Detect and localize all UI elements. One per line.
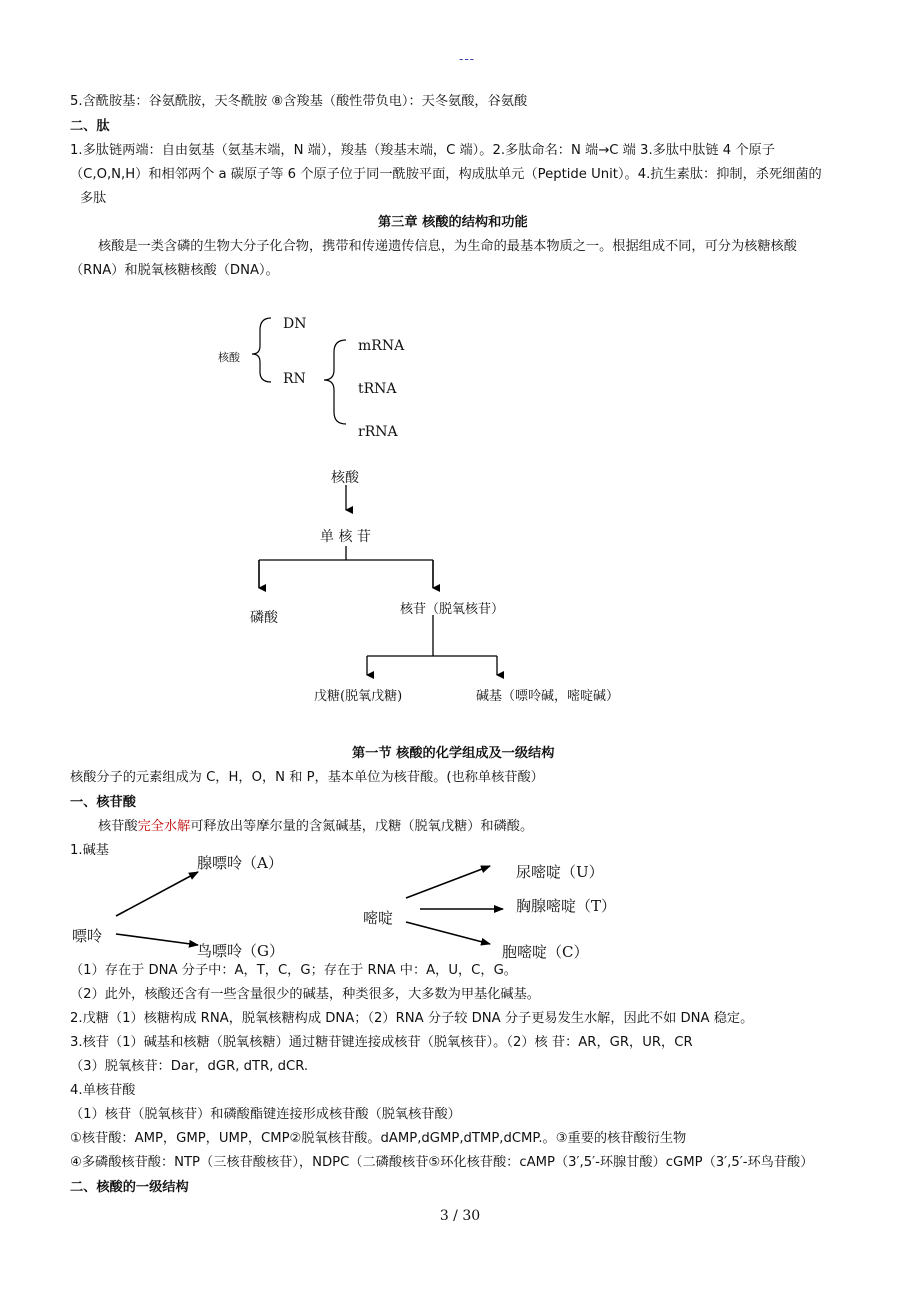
diagram1-mrna: mRNA (358, 338, 405, 354)
heading-primary-structure: 二、核酸的一级结构 (70, 1180, 189, 1195)
diagram1-trna: tRNA (358, 381, 397, 397)
diagram2-top: 核酸 (331, 470, 359, 486)
heading-peptide: 二、肽 (70, 119, 110, 134)
diagram2-mid: 单 核 苷 (320, 529, 371, 545)
text-line: 2.戊糖（1）核糖构成 RNA，脱氧核糖构成 DNA；（2）RNA 分子较 DNA 分子更易发生水解，因此不如 DNA 稳定。 (70, 1011, 754, 1026)
text-plain: 核苷酸 (98, 819, 138, 834)
diagram3-purine: 嘌呤 (72, 927, 103, 945)
text-line: 4.单核苷酸 (70, 1083, 136, 1098)
text-line: （2）此外，核酸还含有一些含量很少的碱基，种类很多，大多数为甲基化碱基。 (70, 987, 540, 1002)
diagram2-bottom-right: 碱基（嘌呤碱，嘧啶碱） (476, 689, 620, 704)
text-line: （C,O,N,H）和相邻两个 a 碳原子等 6 个原子位于同一酰胺平面，构成肽单元（Peptide Unit）。4.抗生素肽：抑制，杀死细菌的 (70, 167, 822, 182)
diagram1-rrna: rRNA (358, 424, 398, 440)
text-line: （3）脱氧核苷：Dar，dGR, dTR, dCR. (70, 1059, 309, 1074)
text-line: （1）核苷（脱氧核苷）和磷酸酯键连接形成核苷酸（脱氧核苷酸） (70, 1107, 461, 1122)
text-line: 核酸是一类含磷的生物大分子化合物，携带和传递遗传信息，为生命的最基本物质之一。根据组成不同，可分为核糖核酸 (98, 239, 797, 254)
text-line: 1.多肽链两端：自由氨基（氨基末端，N 端），羧基（羧基末端，C 端）。2.多肽命名：N 端→C 端 3.多肽中肽链 4 个原子 (70, 143, 775, 158)
diagram1-rna: RN (283, 371, 306, 387)
diagram1-dna: DN (283, 316, 307, 332)
diagram2-left: 磷酸 (250, 610, 278, 626)
diagram3-guanine: 鸟嘌呤（G） (197, 942, 284, 960)
chapter-title: 第三章 核酸的结构和功能 (378, 215, 528, 230)
text-highlight: 完全水解 (137, 819, 191, 834)
header-mark: --- (459, 52, 475, 66)
diagram2-bottom-left: 戊糖(脱氧戊糖) (314, 689, 403, 704)
diagram3-pyrimidine: 嘧啶 (363, 909, 394, 927)
text-line: 核酸分子的元素组成为 C，H，O，N 和 P，基本单位为核苷酸。(也称单核苷酸） (70, 770, 544, 785)
text-plain: 可释放出等摩尔量的含氮碱基，戊糖（脱氧戊糖）和磷酸。 (190, 819, 534, 834)
heading-nucleotide: 一、核苷酸 (70, 795, 136, 810)
text-line: （1）存在于 DNA 分子中：A，T，C，G；存在于 RNA 中：A，U，C，G。 (70, 963, 517, 978)
text-line: 3.核苷（1）碱基和核糖（脱氧核糖）通过糖苷键连接成核苷（脱氧核苷）。（2）核 苷：AR，GR，UR，CR (70, 1035, 693, 1050)
diagram3-thymine: 胸腺嘧啶（T） (516, 897, 617, 915)
page-number: 3 / 30 (439, 1208, 481, 1224)
text-line: 1.碱基 (70, 843, 109, 858)
text-line: ④多磷酸核苷酸：NTP（三核苷酸核苷），NDPC（二磷酸核苷⑤环化核苷酸：cAMP（3′,5′-环腺甘酸）cGMP（3′,5′-环鸟苷酸） (70, 1155, 814, 1170)
text-line: 多肽 (80, 191, 107, 206)
text-line (98, 818, 533, 836)
diagram3-adenine: 腺嘌呤（A） (197, 854, 283, 872)
text-line: 5.含酰胺基：谷氨酰胺，天冬酰胺 ⑧含羧基（酸性带负电）：天冬氨酸，谷氨酸 (70, 94, 528, 109)
text-line: ①核苷酸：AMP，GMP，UMP，CMP②脱氧核苷酸。dAMP,dGMP,dTMP,dCMP.。③重要的核苷酸衍生物 (70, 1131, 687, 1146)
section-title: 第一节 核酸的化学组成及一级结构 (352, 746, 555, 761)
diagram3-cytosine: 胞嘧啶（C） (502, 943, 589, 961)
diagram3-uracil: 尿嘧啶（U） (516, 863, 604, 881)
diagram1-root: 核酸 (218, 351, 240, 364)
diagram2-right: 核苷（脱氧核苷） (400, 602, 505, 617)
text-line: （RNA）和脱氧核糖核酸（DNA）。 (70, 263, 279, 278)
